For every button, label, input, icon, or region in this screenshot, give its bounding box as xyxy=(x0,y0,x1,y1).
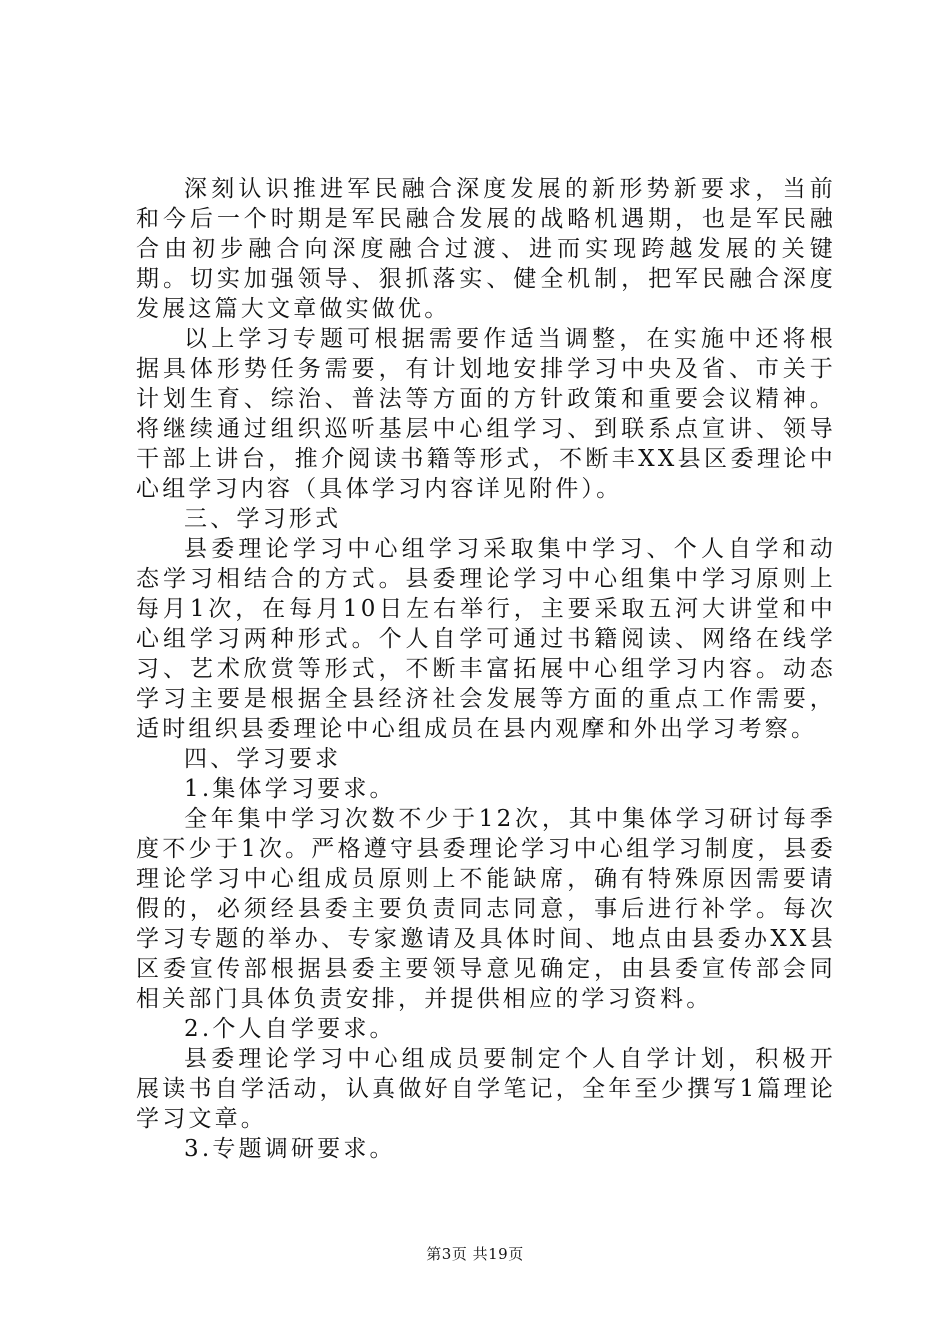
document-body xyxy=(136,174,836,1164)
subheading-special-research: 3.专题调研要求。 xyxy=(184,1136,396,1162)
paragraph-study-format: 县委理论学习中心组学习采取集中学习、个人自学和动态学习相结合的方式。县委理论学习中心组集中学习原则上每月1次，在每月10日左右举行，主要采取五河大讲堂和中心组学习两种形式。个人自学可通过书籍阅读、网络在线学习、艺术欣赏等形式，不断丰富拓展中心组学习内容。动态学习主要是根据全县经济社会发展等方面的重点工作需要，适时组织县委理论中心组成员在县内观摩和外出学习考察。 xyxy=(136,536,836,742)
subheading-collective-study: 1.集体学习要求。 xyxy=(184,776,396,802)
subheading-self-study: 2.个人自学要求。 xyxy=(184,1016,396,1042)
section-heading-study-format: 三、学习形式 xyxy=(184,506,342,532)
paragraph-self-study: 县委理论学习中心组成员要制定个人自学计划，积极开展读书自学活动，认真做好自学笔记，全年至少撰写1篇理论学习文章。 xyxy=(136,1046,836,1132)
paragraph-military-civil-integration: 深刻认识推进军民融合深度发展的新形势新要求，当前和今后一个时期是军民融合发展的战略机遇期，也是军民融合由初步融合向深度融合过渡、进而实现跨越发展的关键期。切实加强领导、狠抓落实、健全机制，把军民融合深度发展这篇大文章做实做优。 xyxy=(136,176,836,322)
paragraph-study-topics-adjustment: 以上学习专题可根据需要作适当调整，在实施中还将根据具体形势任务需要，有计划地安排学习中央及省、市关于计划生育、综治、普法等方面的方针政策和重要会议精神。将继续通过组织巡听基层中心组学习、到联系点宣讲、领导干部上讲台，推介阅读书籍等形式，不断丰XX县区委理论中心组学习内容（具体学习内容详见附件）。 xyxy=(136,326,836,502)
paragraph-collective-study: 全年集中学习次数不少于12次，其中集体学习研讨每季度不少于1次。严格遵守县委理论学习中心组学习制度，县委理论学习中心组成员原则上不能缺席，确有特殊原因需要请假的，必须经县委主要负责同志同意，事后进行补学。每次学习专题的举办、专家邀请及具体时间、地点由县委办XX县区委宣传部根据县委主要领导意见确定，由县委宣传部会同相关部门具体负责安排，并提供相应的学习资料。 xyxy=(136,806,836,1012)
section-heading-study-requirements: 四、学习要求 xyxy=(184,746,342,772)
page-number-footer: 第3页 共19页 xyxy=(426,1245,524,1263)
